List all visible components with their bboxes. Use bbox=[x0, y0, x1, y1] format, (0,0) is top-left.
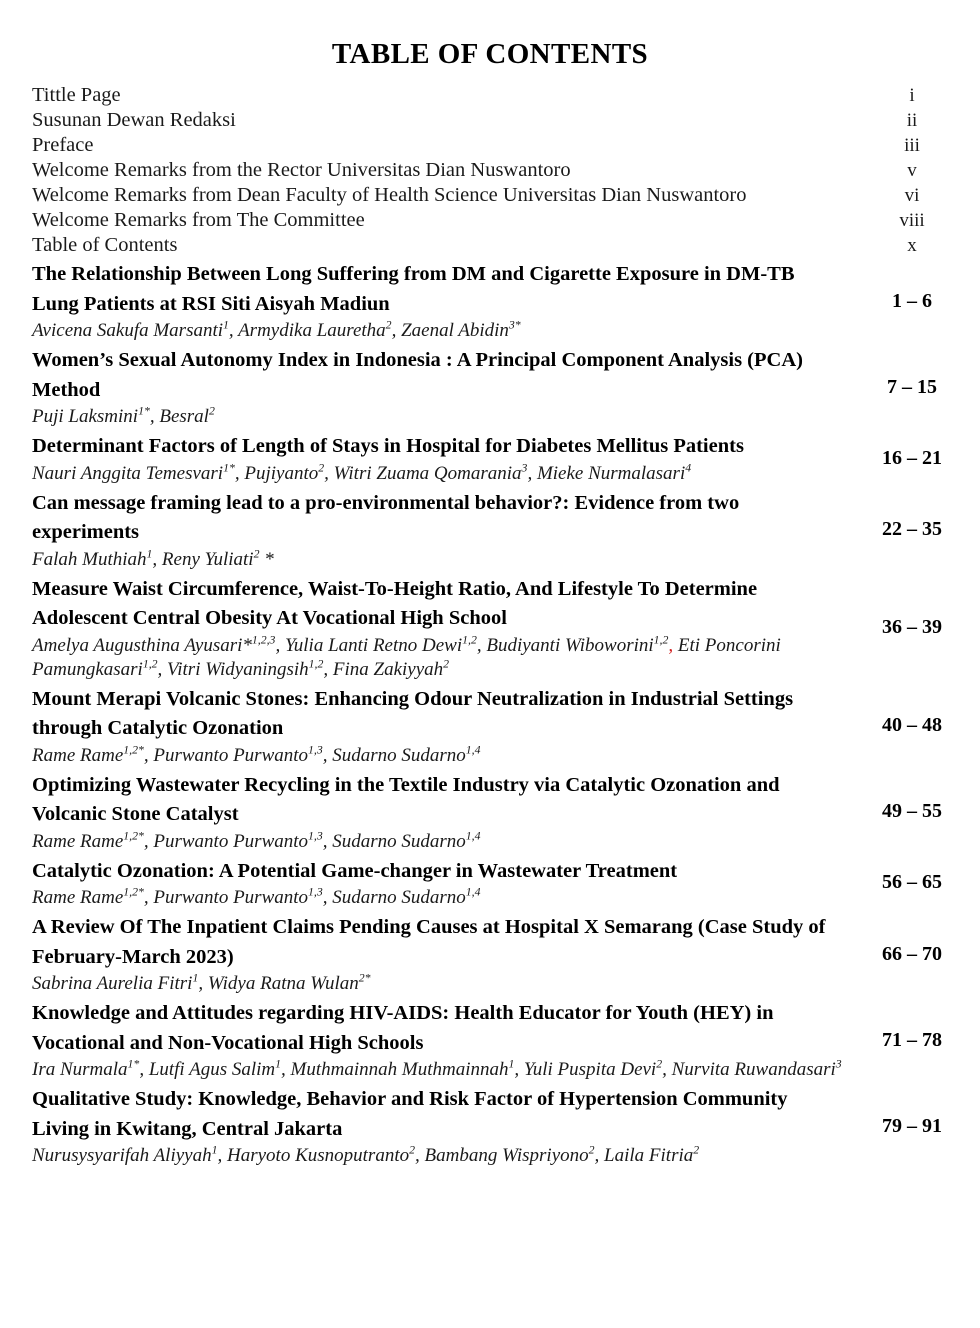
article-authors: Falah Muthiah$^1$, Reny Yuliati$^2$ * bbox=[32, 547, 274, 570]
toc-body bbox=[0, 83, 980, 1169]
page-title: TABLE OF CONTENTS bbox=[331, 38, 649, 70]
front-matter-label: Table of Contents bbox=[32, 234, 178, 256]
front-matter-label: Preface bbox=[32, 134, 94, 156]
article-entry bbox=[0, 997, 844, 1083]
front-matter-row bbox=[0, 108, 980, 133]
front-matter-page: iii bbox=[904, 135, 920, 156]
article-page-range: 22 – 35 bbox=[882, 518, 942, 540]
article-entry bbox=[0, 573, 844, 683]
article-authors: Sabrina Aurelia Fitri$^1$, Widya Ratna Wulan$^{2*}$ bbox=[32, 971, 371, 994]
article-row[interactable] bbox=[0, 911, 980, 997]
article-title: The Relationship Between Long Suffering from DM and Cigarette Exposure in DM-TB Lung Patients at RSI Siti Aisyah Madiun bbox=[32, 263, 795, 315]
article-authors: Rame Rame$^{1,2*}$, Purwanto Purwanto$^{1,3}$, Sudarno Sudarno$^{1,4}$ bbox=[32, 743, 481, 766]
article-row[interactable] bbox=[0, 1083, 980, 1169]
article-title: Determinant Factors of Length of Stays in Hospital for Diabetes Mellitus Patients bbox=[32, 435, 744, 457]
article-title: Knowledge and Attitudes regarding HIV-AIDS: Health Educator for Youth (HEY) in Vocational and Non-Vocational High Schools bbox=[32, 1002, 774, 1054]
article-entry bbox=[0, 683, 844, 769]
front-matter-row bbox=[0, 158, 980, 183]
toc-table bbox=[0, 83, 980, 1169]
article-row[interactable] bbox=[0, 997, 980, 1083]
front-matter-page: vi bbox=[904, 185, 920, 206]
article-title: Women’s Sexual Autonomy Index in Indonesia : A Principal Component Analysis (PCA) Method bbox=[32, 349, 803, 401]
article-page-range: 1 – 6 bbox=[892, 289, 932, 312]
front-matter-row bbox=[0, 83, 980, 108]
article-page-range: 71 – 78 bbox=[882, 1028, 942, 1051]
article-row[interactable] bbox=[0, 487, 980, 573]
article-entry bbox=[0, 344, 844, 430]
article-entry bbox=[0, 487, 844, 573]
front-matter-row bbox=[0, 183, 980, 208]
front-matter-label: Welcome Remarks from The Committee bbox=[32, 209, 365, 231]
article-entry bbox=[0, 855, 844, 912]
article-entry bbox=[0, 1083, 844, 1169]
article-row[interactable] bbox=[0, 258, 980, 344]
article-authors: Rame Rame$^{1,2*}$, Purwanto Purwanto$^{1,3}$, Sudarno Sudarno$^{1,4}$ bbox=[32, 885, 481, 908]
article-authors: Nurusysyarifah Aliyyah$^1$, Haryoto Kusnoputranto$^2$, Bambang Wispriyono$^2$, Laila Fitria$^2$ bbox=[32, 1143, 700, 1166]
article-title: Qualitative Study: Knowledge, Behavior and Risk Factor of Hypertension Community Living in Kwitang, Central Jakarta bbox=[32, 1088, 788, 1140]
article-entry bbox=[0, 911, 844, 997]
article-entry bbox=[0, 430, 844, 487]
article-row[interactable] bbox=[0, 769, 980, 855]
article-page-range: 16 – 21 bbox=[882, 446, 942, 469]
front-matter-row bbox=[0, 233, 980, 258]
front-matter-label: Welcome Remarks from the Rector Universitas Dian Nuswantoro bbox=[32, 159, 571, 181]
article-entry bbox=[0, 769, 844, 855]
article-page-range: 40 – 48 bbox=[882, 714, 942, 736]
front-matter-row bbox=[0, 133, 980, 158]
article-title: Optimizing Wastewater Recycling in the Textile Industry via Catalytic Ozonation and Volcanic Stone Catalyst bbox=[32, 773, 780, 825]
front-matter-row bbox=[0, 208, 980, 233]
article-page-range: 79 – 91 bbox=[882, 1114, 942, 1137]
article-title: Measure Waist Circumference, Waist-To-Height Ratio, And Lifestyle To Determine Adolescent Central Obesity At Vocational High School bbox=[32, 577, 758, 629]
article-authors: Rame Rame$^{1,2*}$, Purwanto Purwanto$^{1,3}$, Sudarno Sudarno$^{1,4}$ bbox=[32, 829, 481, 852]
article-title: Mount Merapi Volcanic Stones: Enhancing Odour Neutralization in Industrial Settings through Catalytic Ozonation bbox=[32, 687, 794, 739]
article-row[interactable] bbox=[0, 430, 980, 487]
front-matter-page: ii bbox=[906, 110, 918, 131]
article-page-range: 36 – 39 bbox=[882, 616, 942, 638]
article-authors: Amelya Augusthina Ayusari*$^{1,2,3}$, Yulia Lanti Retno Dewi$^{1,2}$, Budiyanti Wiboworini$^{1,2}$, Eti Poncorini Pamungkasari$^{1,2}$, Vitri Widyaningsih$^{1,2}$, Fina Zakiyyah$^2$ bbox=[32, 633, 781, 680]
front-matter-page: viii bbox=[899, 210, 925, 231]
article-title: Can message framing lead to a pro-environmental behavior?: Evidence from two experiments bbox=[32, 491, 740, 543]
article-page-range: 49 – 55 bbox=[882, 800, 942, 822]
article-entry bbox=[0, 258, 844, 344]
article-authors: Nauri Anggita Temesvari$^{1*}$, Pujiyanto$^2$, Witri Zuama Qomarania$^3$, Mieke Nurmalasari$^4$ bbox=[32, 461, 692, 484]
article-title: Catalytic Ozonation: A Potential Game-changer in Wastewater Treatment bbox=[32, 859, 678, 882]
front-matter-label: Tittle Page bbox=[32, 84, 121, 106]
article-row[interactable] bbox=[0, 855, 980, 912]
front-matter-page: x bbox=[907, 235, 917, 256]
article-row[interactable] bbox=[0, 683, 980, 769]
article-authors: Ira Nurmala$^{1*}$, Lutfi Agus Salim$^1$, Muthmainnah Muthmainnah$^1$, Yuli Puspita Devi$^2$, Nurvita Ruwandasari$^3$ bbox=[32, 1057, 842, 1080]
front-matter-label: Welcome Remarks from Dean Faculty of Health Science Universitas Dian Nuswantoro bbox=[32, 184, 747, 206]
front-matter-page: i bbox=[909, 85, 915, 106]
article-page-range: 7 – 15 bbox=[887, 375, 937, 398]
front-matter-label: Susunan Dewan Redaksi bbox=[32, 109, 236, 131]
article-authors: Puji Laksmini$^{1*}$, Besral$^2$ bbox=[32, 404, 215, 427]
article-title: A Review Of The Inpatient Claims Pending Causes at Hospital X Semarang (Case Study of February-March 2023) bbox=[32, 916, 826, 968]
article-page-range: 56 – 65 bbox=[882, 871, 942, 894]
article-row[interactable] bbox=[0, 344, 980, 430]
front-matter-page: v bbox=[907, 160, 917, 181]
article-row[interactable] bbox=[0, 573, 980, 683]
article-authors: Avicena Sakufa Marsanti$^1$, Armydika Lauretha$^2$, Zaenal Abidin$^{3*}$ bbox=[32, 318, 521, 341]
article-page-range: 66 – 70 bbox=[882, 942, 942, 965]
